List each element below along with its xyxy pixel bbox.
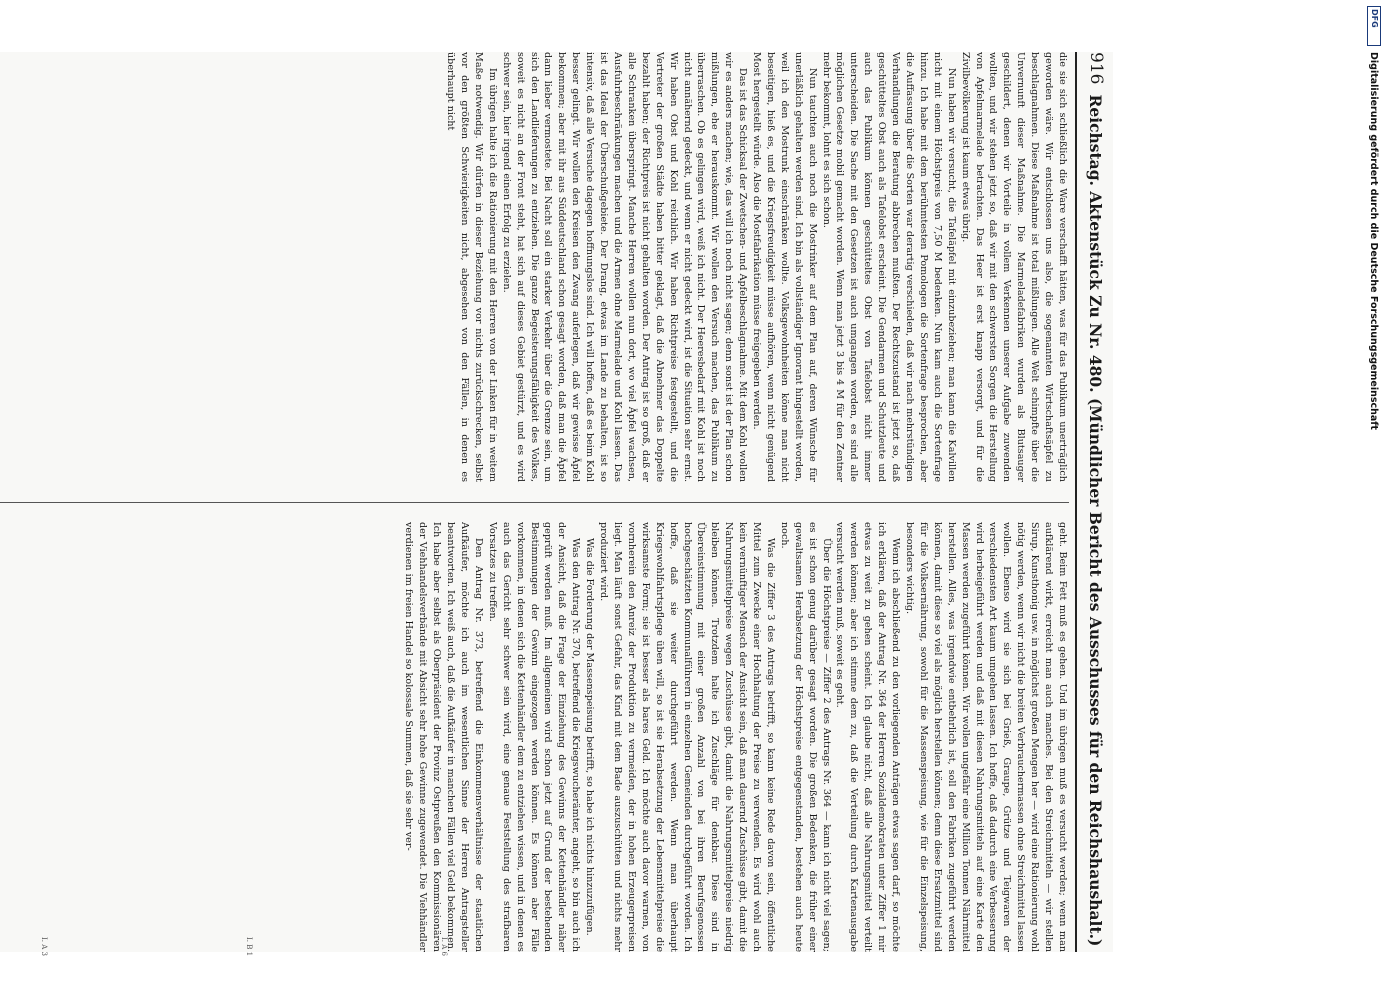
dfg-logo	[1367, 6, 1381, 46]
margin-note: I. A 3	[40, 937, 48, 956]
header-rule	[1075, 52, 1077, 952]
text-column-right	[0, 522, 1069, 952]
paragraph: Das ist das Schicksal der Zwetschen- und Apfelbeschlagnahme. Mit dem Kohl wollen wir es anders machen; wie, das will ich noch nicht sagen; denn sonst ist der Plan schon mißlungen, ehe er herauskommt. Wir wollen den Versuch machen, das Publikum zu überraschen. Ob es gelingen wird, weiß ich nicht. Der Heeresbedarf mit Kohl ist noch nicht annähernd gedeckt, und wenn er nicht gedeckt wird, ist die Situation sehr ernst. Wir haben Obst und Kohl reichlich. Wir haben Richtpreise festgestellt, und die Vertreter der großen Städte haben bitter geklagt, daß die Abnehmer das Doppelte bezahlt haben; der Richtpreis ist nicht gehalten worden. Der Antrag ist so groß, daß er alle Schranken überspringt. Manche Herren wollen nun dort, wo viel Äpfel wachsen, Ausfuhrbeschränkungen machen und die Armen ohne Marmelade und Kohl lassen. Das ist das Ideal der Überschußgebiete. Der Drang, etwas im Lande zu behalten, ist so intensiv, daß alle Versuche dagegen hoffnungslos sind. Ich will hoffen, daß es beim Kohl besser gelingt. Wir wollen den Kreisen den Zwang auferlegen, daß wir gewisse Äpfel bekommen; aber mit ihr aus Süddeutschland schon gesagt worden, daß man die Äpfel dann lieber vermostete. Bei Nacht soll ein starker Verkehr über die Grenze sein, um sich den Landlieferungen zu entziehen. Die ganze Begeisterungsfähigkeit des Volkes, soweit es nicht an der Front steht, hat sich auf dieses Gebiet gestürzt, und es wird schwer sein, hier irgend einen Erfolg zu erzielen.	[500, 52, 749, 482]
paragraph: Was die Ziffer 3 des Antrags betrifft, so kann keine Rede davon sein, öffentliche Mittel zum Zwecke einer Hochhaltung der Preise zu verwenden. Es wird wohl auch kein vernünftiger Mensch der Ansicht sein, daß man dauernd Zuschüsse gibt, damit die Nahrungsmittelpreise wegen Zuschüsse gibt, damit die Nahrungsmittelpreise niedrig bleiben können. Trotzdem halte ich Zuschläge für denkbar. Diese sind in Übereinstimmung mit einer großen Anzahl von bei ihren Berufsgenossen hochgeschätzten Kommunalführern in einzelnen Gemeinden durchgeführt worden. Ich hoffe, daß sie weiter durchgeführt werden. Wenn man überhaupt Kriegswohlfahrtspflege üben will, so ist sie Herabsetzung der Lebensmittelpreise die wirksamste Form; sie ist besser als bares Geld. Ich möchte auch davor warnen, von vornherein den Anreiz der Produktion zu vermeiden, der in hohen Erzeugerpreisen liegt. Man läuft sonst Gefahr, das Kind mit dem Bade auszuschütten und nichts mehr produziert wird.	[598, 522, 776, 952]
running-header	[1079, 52, 1113, 952]
paragraph: Nun tauchten auch noch die Mostrinker auf dem Plan auf, deren Wünsche für unerläßlich gehalten werden sind. Ich bin als vollständiger Ignorant hingestellt worden, weil ich den Mostrunk einschränken wollte. Volksgewohnheiten könne man nicht beseitigen, hieß es, und die Kriegsfreudigkeit müsse aufhören, wenn nicht genügend Most hergestellt würde. Also die Mostfabrikation müsse freigegeben werden.	[751, 52, 818, 482]
column-divider	[0, 502, 1069, 503]
page-number: 916	[1086, 52, 1106, 85]
margin-note: I. A 6	[440, 937, 448, 956]
paragraph: Was den Antrag Nr. 370, betreffend die Kriegswucherämter, angeht, so bin auch ich der Ansicht, daß die Frage der Einziehung des Gewinns der Kettenhändler näher geprüft werden muß. Im allgemeinen wird schon jetzt auf Grund der bestehenden Bestimmungen der Gewinn eingezogen werden können. Es können aber Fälle vorkommen, in denen sich die Kettenhändler dem zu entziehen wissen, und in denen es auch das Gericht sehr schwer sein wird, eine genaue Feststellung des strafbaren Vorsatzes zu treffen.	[486, 522, 582, 952]
paragraph: geht. Beim Fett muß es gehen. Und im übrigen muß es versucht werden; wenn man aufklärend wirkt, erreicht man auch manches. Bei den Streichmitteln — wir stellen Sirup, Kunsthonig usw. in möglichst großen Mengen her — wird eine Rationierung wohl nötig werden, wenn wir nicht die breiten Verbrauchermassen ohne Streichmittel lassen wollen. Ebenso wird sie sich bei Grieß, Graupe, Grütze und Teigwaren der verschiedensten Art kaum umgehen lassen. Ich hoffe, daß dadurch eine Verbesserung wird herbeigeführt werden und daß mit diesen Nahrungsmitteln auf eine Karte den Massen werden zugeführt können. Wir wollen ungefähr eine Million Tonnen Nährmittel herstellen. Alles, was irgendwie entbehrlich ist, soll den Fabriken zugeführt werden können, damit diese so viel als möglich herstellen können; denn diese Ersatzmittel sind für die Volksernährung, sowohl für die Massenspeisung, wie für die Einzelspeisung, besonders wichtig.	[904, 522, 1068, 952]
paragraph: Nun haben wir versucht, die Tafeläpfel mit einzubeziehen; man kann die Kalvillen nicht mit einem Höchstpreis von 7,50 M bedenken. Nun kam auch die Sortenfrage hinzu. Ich habe mit dem berühmtesten Pomologen die Sortenfrage besprochen, aber die Auffassung über die Sorten war derartig verschieden, daß wir nach mehrstündigen Verhandlungen die Beratung abbrechen mußten. Der Rechtszustand ist jetzt so, daß geschütteltes Obst auch als Tafelobst erscheint. Die Gendarmen und Schutzleute und auch das Publikum können geschütteltes Obst von Tafelobst nicht immer unterscheiden. Die Sache mit den Gesetzen ist auch umgangen worden, es sind alle möglichen Gesetze mobil gemacht worden. Wenn man jetzt 3 bis 4 M für den Zentner mehr bekommt, lohnt es sich schon.	[820, 52, 957, 482]
paragraph: Was die Forderung der Massenspeisung betrifft, so habe ich nichts hinzuzufügen.	[584, 538, 596, 936]
paragraph: Wenn ich abschließend zu den vorliegenden Anträgen etwas sagen darf, so möchte ich erklären, daß der Antrag Nr. 364 der Herren Sozialdemokraten unter Ziffer 1 mir etwas zu weit zu gehen scheint. Ich glaube nicht, daß alle Nahrungsmittel verteilt werden können; aber ich stimme dem zu, daß die Verteilung durch Kartenausgabe versucht werden muß, soweit es geht.	[834, 522, 902, 952]
paragraph: Über die Höchstpreise — Ziffer 2 des Antrags Nr. 364 — kann ich nicht viel sagen; es ist schon genug darüber gesagt worden. Die großen Bedenken, die früher einer gewaltsamen Herabsetzung der Höchstpreise entgegenstanden, bestehen auch heute noch.	[778, 522, 832, 952]
funding-notice: Digitalisierung gefördert durch die Deutsche Forschungsgemeinschaft	[1368, 52, 1379, 430]
paragraph: Den Antrag Nr. 373, betreffend die Einkommensverhältnisse der staatlichen Aufkäufer, möchte ich auch im wesentlichen Sinne der Herren Antragsteller beantworten. Ich weiß auch, daß die Aufkäufer in manchen Fällen viel Geld bekommen. Ich habe aber selbst als Oberpräsident der Provinz Ostpreußen den Kommissionären der Viehhandelsverbände mit Absicht sehr hohe Gewinne zugewendet. Die Viehhändler verdienen im freien Handel so kolossale Summen, daß sie sehr ver-	[403, 522, 484, 952]
dfg-logo-text: DFG	[1370, 9, 1379, 28]
paragraph: die sie sich schließlich die Ware verschafft hätten, was für das Publikum unerträglich geworden wäre. Wir entschlossen uns also, die sogenannten Wirtschaftsäpfel zu beschlagnahmen. Diese Maßnahme ist total mißlungen. Alle Welt schimpfte über die Unvernunft dieser Maßnahme. Die Marmeladefabriken wurden als Blutsauger geschildert, denen wir Vorteile in vollem Verkennen unserer Aufgabe zuwenden wollten, und wir stehen jetzt so, daß wir mit den schwersten Sorgen die Herstellung von Apfelmarmelade betrachten. Das Heer ist erst knapp versorgt, und für die Zivilbevölkerung ist kaum etwas übrig.	[959, 52, 1068, 482]
running-title: Reichstag. Aktenstück Zu Nr. 480. (Mündlicher Bericht des Ausschusses für den Reichshaushalt.)	[1086, 94, 1106, 947]
text-column-left	[0, 52, 1069, 482]
margin-note: I. B 1	[245, 937, 253, 957]
paragraph: Im übrigen halte ich die Rationierung mit den Herren von der Linken für in weitem Maße notwendig. Wir dürfen in dieser Beziehung vor nichts zurückschrecken, selbst vor den größten Schwierigkeiten nicht, abgesehen von den Fällen, in denen es überhaupt nicht	[445, 52, 498, 482]
document-page	[0, 52, 1113, 957]
